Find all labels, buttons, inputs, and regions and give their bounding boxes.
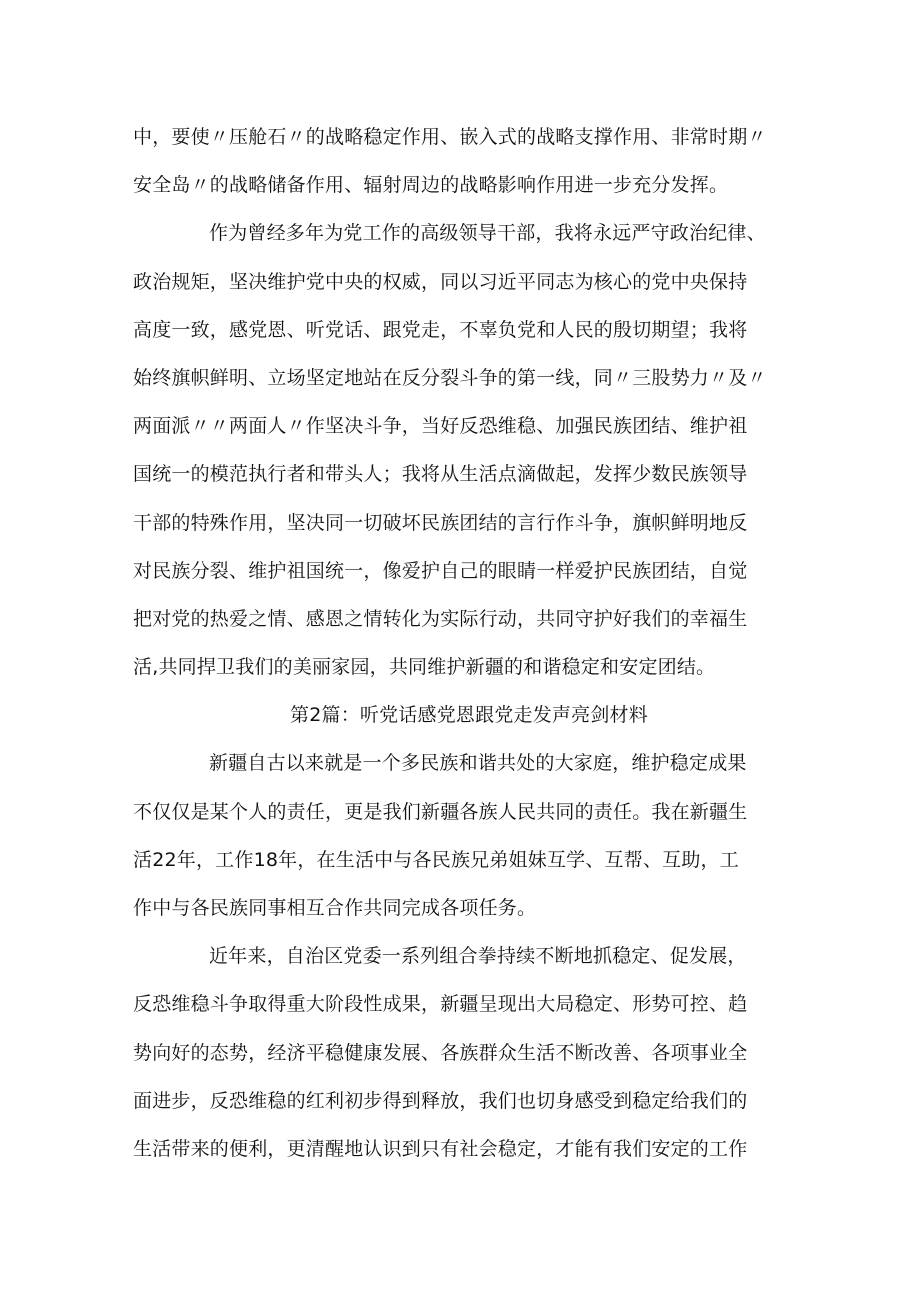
text-line: 干部的特殊作用，坚决同一切破坏民族团结的言行作斗争，旗帜鲜明地反 [133,511,748,534]
text-line: 活,共同捍卫我们的美丽家园，共同维护新疆的和谐稳定和安定团结。 [133,656,716,679]
document-body [133,113,793,1173]
text-line: 作为曾经多年为党工作的高级领导干部，我将永远严守政治纪律、 [209,222,766,245]
text-line: 把对党的热爱之情、感恩之情转化为实际行动，共同守护好我们的幸福生 [133,607,748,630]
text-line: 安全岛〃的战略储备作用、辐射周边的战略影响作用进一步充分发挥。 [133,174,729,197]
text-line: 中，要使〃压舱石〃的战略稳定作用、嵌入式的战略支撑作用、非常时期〃 [133,126,767,148]
text-line: 势向好的态势，经济平稳健康发展、各族群众生活不断改善、各项事业全 [133,1041,748,1064]
text-line: 不仅仅是某个人的责任，更是我们新疆各族人民共同的责任。我在新疆生 [133,800,748,823]
text-line: 反恐维稳斗争取得重大阶段性成果，新疆呈现出大局稳定、形势可控、趋 [133,993,748,1016]
text-line: 国统一的模范执行者和带头人；我将从生活点滴做起，发挥少数民族领导 [133,463,748,486]
text-line: 近年来，自治区党委一系列组合拳持续不断地抓稳定、促发展， [209,945,747,968]
text-line: 高度一致，感党恩、听党话、跟党走，不辜负党和人民的殷切期望；我将 [133,318,748,341]
text-line: 作中与各民族同事相互合作共同完成各项任务。 [133,897,537,919]
text-line: 面进步，反恐维稳的红利初步得到释放，我们也切身感受到稳定给我们的 [133,1089,748,1112]
text-line: 生活带来的便利，更清醒地认识到只有社会稳定，才能有我们安定的工作 [133,1137,748,1160]
text-line: 活22年，工作18年，在生活中与各民族兄弟姐妹互学、互帮、互助，工 [133,848,739,871]
section-heading: 第2篇：听党话感党恩跟党走发声亮剑材料 [290,704,648,727]
text-line: 两面派〃〃两面人〃作坚决斗争，当好反恐维稳、加强民族团结、维护祖 [133,415,748,438]
text-line: 对民族分裂、维护祖国统一，像爱护自己的眼睛一样爱护民族团结，自觉 [133,559,748,582]
text-line: 新疆自古以来就是一个多民族和谐共处的大家庭，维护稳定成果 [209,752,747,775]
text-line: 始终旗帜鲜明、立场坚定地站在反分裂斗争的第一线，同〃三股势力〃及〃 [133,366,767,389]
text-line: 政治规矩，坚决维护党中央的权威，同以习近平同志为核心的党中央保持 [133,270,748,293]
